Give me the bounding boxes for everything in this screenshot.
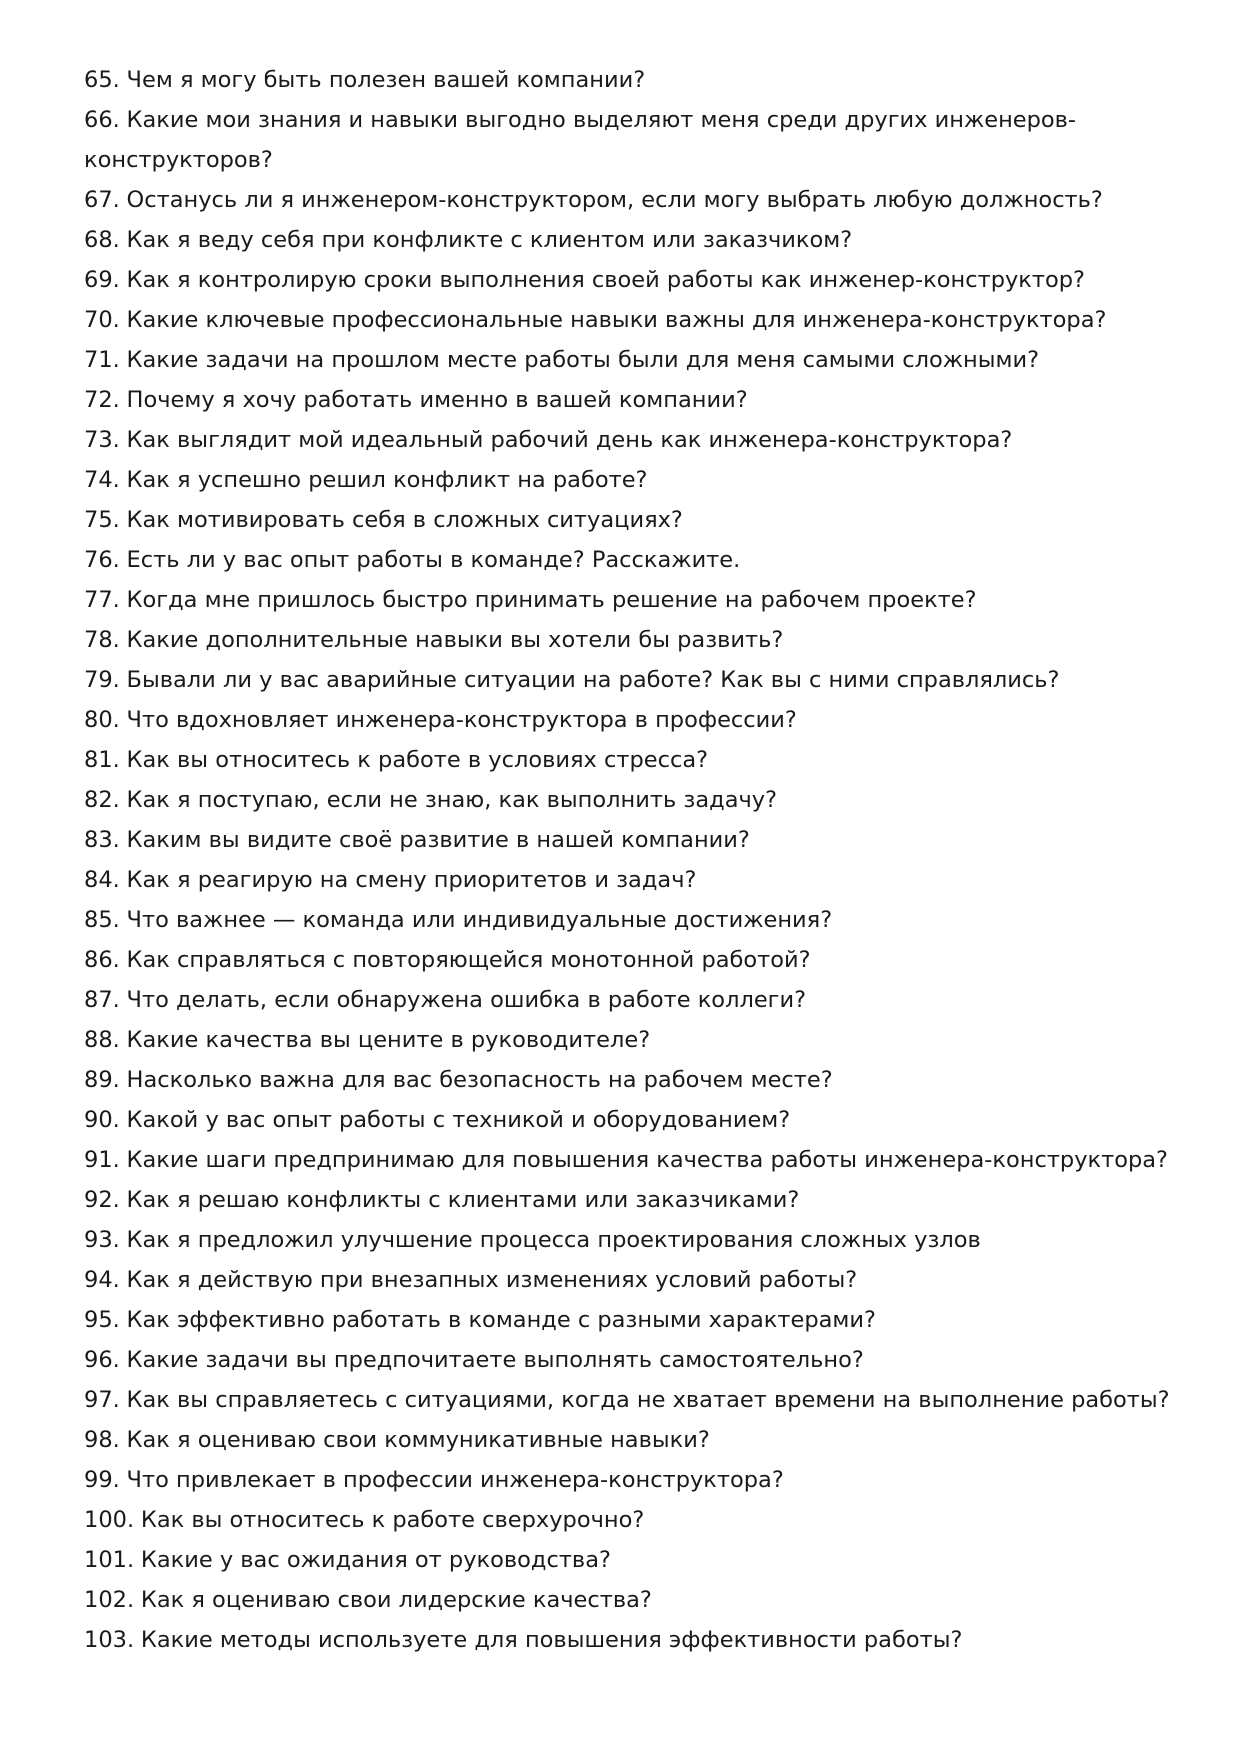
question-text: Бывали ли у вас аварийные ситуации на работе? Как вы с ними справлялись?: [126, 667, 1060, 693]
question-item: [84, 1260, 1184, 1300]
question-item: [84, 580, 1184, 620]
question-text: Как я оцениваю свои коммуникативные навыки?: [126, 1427, 710, 1453]
question-number: 95.: [84, 1307, 120, 1333]
question-item: [84, 180, 1184, 220]
question-text: Как я предложил улучшение процесса проектирования сложных узлов: [126, 1227, 981, 1253]
question-item: [84, 860, 1184, 900]
question-number: 65.: [84, 67, 120, 93]
question-number: 77.: [84, 587, 120, 613]
question-number: 86.: [84, 947, 120, 973]
question-number: 73.: [84, 427, 120, 453]
question-text: Как я реагирую на смену приоритетов и задач?: [126, 867, 697, 893]
question-number: 68.: [84, 227, 120, 253]
question-number: 101.: [84, 1547, 135, 1573]
question-item: [84, 780, 1184, 820]
question-text: Как справляться с повторяющейся монотонной работой?: [126, 947, 811, 973]
question-number: 78.: [84, 627, 120, 653]
question-text: Что вдохновляет инженера-конструктора в профессии?: [126, 707, 797, 733]
question-item: [84, 460, 1184, 500]
question-number: 67.: [84, 187, 120, 213]
question-text: Какой у вас опыт работы с техникой и оборудованием?: [126, 1107, 791, 1133]
question-number: 66.: [84, 107, 120, 133]
question-item: [84, 660, 1184, 700]
question-number: 84.: [84, 867, 120, 893]
question-text: Когда мне пришлось быстро принимать решение на рабочем проекте?: [126, 587, 977, 613]
document-page: [84, 60, 1184, 1660]
question-text: Как я веду себя при конфликте с клиентом или заказчиком?: [126, 227, 853, 253]
question-number: 75.: [84, 507, 120, 533]
question-number: 69.: [84, 267, 120, 293]
question-text: Есть ли у вас опыт работы в команде? Расскажите.: [126, 547, 741, 573]
question-item: [84, 1220, 1184, 1260]
question-item: [84, 980, 1184, 1020]
question-item: [84, 500, 1184, 540]
question-item: [84, 1300, 1184, 1340]
question-item: [84, 1100, 1184, 1140]
question-number: 70.: [84, 307, 120, 333]
question-number: 81.: [84, 747, 120, 773]
question-text: Останусь ли я инженером-конструктором, если могу выбрать любую должность?: [126, 187, 1103, 213]
question-item: [84, 1140, 1184, 1180]
question-number: 92.: [84, 1187, 120, 1213]
question-number: 94.: [84, 1267, 120, 1293]
question-text: Как выглядит мой идеальный рабочий день как инженера-конструктора?: [126, 427, 1013, 453]
question-item: [84, 100, 1184, 180]
question-number: 79.: [84, 667, 120, 693]
question-text: Что важнее — команда или индивидуальные достижения?: [126, 907, 833, 933]
question-text: Как я успешно решил конфликт на работе?: [126, 467, 648, 493]
question-text: Как вы относитесь к работе в условиях стресса?: [126, 747, 709, 773]
question-text: Что привлекает в профессии инженера-конструктора?: [126, 1467, 784, 1493]
question-text: Как я оцениваю свои лидерские качества?: [140, 1587, 652, 1613]
question-item: [84, 300, 1184, 340]
question-item: [84, 620, 1184, 660]
question-item: [84, 1180, 1184, 1220]
question-item: [84, 940, 1184, 980]
question-text: Как я решаю конфликты с клиентами или заказчиками?: [126, 1187, 800, 1213]
question-item: [84, 1380, 1184, 1420]
question-number: 103.: [84, 1627, 135, 1653]
question-number: 97.: [84, 1387, 120, 1413]
question-text: Какие методы используете для повышения эффективности работы?: [140, 1627, 963, 1653]
question-number: 90.: [84, 1107, 120, 1133]
question-text: Какие задачи вы предпочитаете выполнять самостоятельно?: [126, 1347, 864, 1373]
question-item: [84, 220, 1184, 260]
question-number: 71.: [84, 347, 120, 373]
question-text: Насколько важна для вас безопасность на рабочем месте?: [126, 1067, 833, 1093]
question-text: Какие у вас ожидания от руководства?: [140, 1547, 611, 1573]
question-item: [84, 900, 1184, 940]
question-text: Какие задачи на прошлом месте работы были для меня самыми сложными?: [126, 347, 1040, 373]
question-item: [84, 260, 1184, 300]
question-number: 102.: [84, 1587, 135, 1613]
question-number: 82.: [84, 787, 120, 813]
question-number: 100.: [84, 1507, 135, 1533]
question-text: Какие дополнительные навыки вы хотели бы развить?: [126, 627, 784, 653]
question-number: 93.: [84, 1227, 120, 1253]
question-text: Какие ключевые профессиональные навыки важны для инженера-конструктора?: [126, 307, 1107, 333]
question-item: [84, 420, 1184, 460]
question-number: 76.: [84, 547, 120, 573]
question-item: [84, 1060, 1184, 1100]
question-number: 80.: [84, 707, 120, 733]
question-number: 85.: [84, 907, 120, 933]
question-item: [84, 380, 1184, 420]
question-item: [84, 1580, 1184, 1620]
question-item: [84, 1620, 1184, 1660]
question-number: 96.: [84, 1347, 120, 1373]
question-text: Какие качества вы цените в руководителе?: [126, 1027, 651, 1053]
question-number: 88.: [84, 1027, 120, 1053]
question-item: [84, 60, 1184, 100]
question-number: 98.: [84, 1427, 120, 1453]
question-text: Как я действую при внезапных изменениях условий работы?: [126, 1267, 858, 1293]
question-text: Как вы справляетесь с ситуациями, когда не хватает времени на выполнение работы?: [126, 1387, 1170, 1413]
question-text: Каким вы видите своё развитие в нашей компании?: [126, 827, 750, 853]
question-item: [84, 1500, 1184, 1540]
question-number: 87.: [84, 987, 120, 1013]
question-text: Какие шаги предпринимаю для повышения качества работы инженера-конструктора?: [126, 1147, 1168, 1173]
question-text: Почему я хочу работать именно в вашей компании?: [126, 387, 748, 413]
question-text: Как я контролирую сроки выполнения своей работы как инженер-конструктор?: [126, 267, 1085, 293]
question-text: Как мотивировать себя в сложных ситуациях?: [126, 507, 683, 533]
question-item: [84, 1340, 1184, 1380]
question-item: [84, 1460, 1184, 1500]
question-text: Чем я могу быть полезен вашей компании?: [126, 67, 646, 93]
question-number: 74.: [84, 467, 120, 493]
question-text: Как эффективно работать в команде с разными характерами?: [126, 1307, 876, 1333]
question-text: Какие мои знания и навыки выгодно выделяют меня среди других инженеров-конструкторов?: [84, 107, 1077, 173]
question-number: 83.: [84, 827, 120, 853]
question-item: [84, 1420, 1184, 1460]
question-text: Как вы относитесь к работе сверхурочно?: [140, 1507, 645, 1533]
question-item: [84, 1020, 1184, 1060]
question-text: Что делать, если обнаружена ошибка в работе коллеги?: [126, 987, 807, 1013]
question-number: 72.: [84, 387, 120, 413]
question-item: [84, 700, 1184, 740]
question-item: [84, 540, 1184, 580]
question-text: Как я поступаю, если не знаю, как выполнить задачу?: [126, 787, 778, 813]
question-number: 91.: [84, 1147, 120, 1173]
question-item: [84, 820, 1184, 860]
question-item: [84, 740, 1184, 780]
question-number: 89.: [84, 1067, 120, 1093]
question-item: [84, 340, 1184, 380]
question-list: [84, 60, 1184, 1660]
question-number: 99.: [84, 1467, 120, 1493]
question-item: [84, 1540, 1184, 1580]
